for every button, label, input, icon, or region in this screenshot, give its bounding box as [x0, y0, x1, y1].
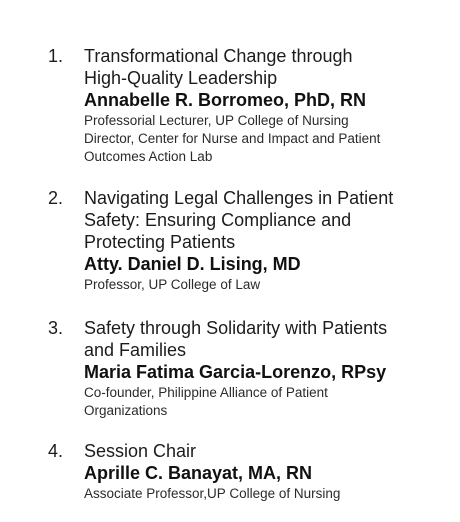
item-body	[84, 45, 444, 166]
item-body	[84, 187, 444, 294]
item-body	[84, 317, 444, 420]
item-body	[84, 440, 444, 503]
speaker-name: Atty. Daniel D. Lising, MD	[84, 254, 301, 274]
speaker-name: Annabelle R. Borromeo, PhD, RN	[84, 90, 367, 110]
speaker-role: Professor, UP College of Law	[84, 277, 261, 292]
speaker-name: Maria Fatima Garcia-Lorenzo, RPsy	[84, 362, 387, 382]
item-number: 3.	[48, 318, 64, 338]
item-number: 1.	[48, 46, 64, 66]
talk-title: Navigating Legal Challenges in Patient Safety: Ensuring Compliance and Protecting Patients	[84, 188, 394, 252]
speaker-role: Co-founder, Philippine Alliance of Patient Organizations	[84, 385, 328, 418]
item-number: 2.	[48, 188, 64, 208]
talk-title: Transformational Change through High-Quality Leadership	[84, 46, 353, 88]
talk-title: Safety through Solidarity with Patients and Families	[84, 318, 388, 360]
speaker-name: Aprille C. Banayat, MA, RN	[84, 463, 313, 483]
talk-title: Session Chair	[84, 441, 197, 461]
speaker-role: Professorial Lecturer, UP College of Nursing Director, Center for Nurse and Impact and Patient Outcomes Action Lab	[84, 113, 381, 164]
speaker-role: Associate Professor,UP College of Nursing	[84, 486, 341, 501]
item-number: 4.	[48, 441, 64, 461]
